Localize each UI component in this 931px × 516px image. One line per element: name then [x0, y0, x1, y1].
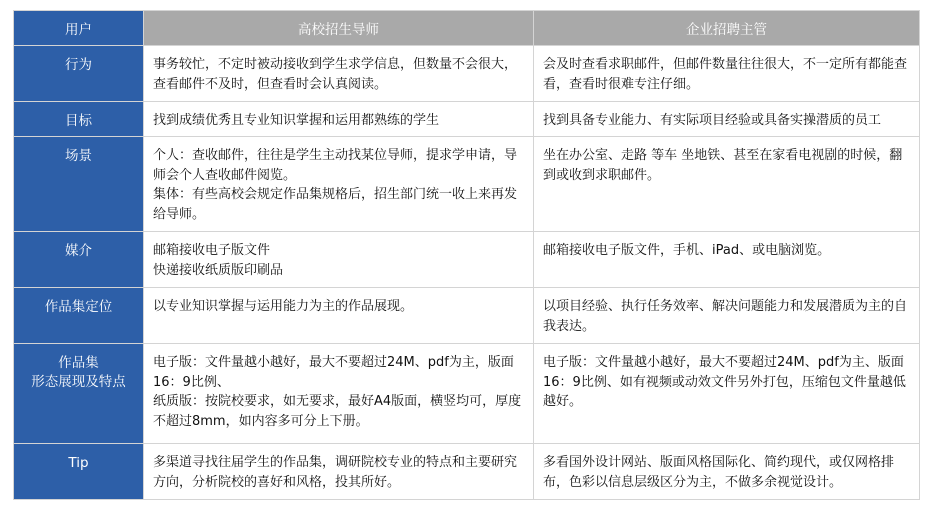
cell-text: 坐在办公室、走路 等车 坐地铁、甚至在家看电视剧的时候，翻到或收到求职邮件。: [543, 148, 903, 183]
row-label: [14, 444, 144, 500]
cell-text: 电子版：文件量越小越好，最大不要超过24M、pdf为主，版面16：9比例、: [153, 355, 514, 390]
cell-text: 会及时查看求职邮件，但邮件数量往往很大，不一定所有都能查看，查看时很难专注仔细。: [543, 57, 908, 92]
table-row-medium: [14, 232, 920, 288]
row-label-text: 目标: [65, 113, 92, 129]
mentor-cell: [144, 232, 534, 288]
mentor-cell: [144, 344, 534, 444]
row-label: [14, 344, 144, 444]
mentor-cell: [144, 46, 534, 102]
cell-text: 以项目经验、执行任务效率、解决问题能力和发展潜质为主的自我表达。: [543, 299, 908, 334]
manager-cell: [534, 288, 920, 344]
table-row-format: [14, 344, 920, 444]
cell-text: 多看国外设计网站、版面风格国际化、简约现代，或仅网格排布，色彩以信息层级区分为主，不做多余视觉设计。: [543, 455, 895, 490]
header-mentor: 高校招生导师: [144, 11, 534, 46]
manager-cell: [534, 344, 920, 444]
header-row: [14, 11, 920, 46]
manager-cell: [534, 444, 920, 500]
row-label-text: Tip: [68, 455, 89, 471]
manager-cell: [534, 137, 920, 232]
row-label: [14, 288, 144, 344]
manager-cell: [534, 232, 920, 288]
row-label: [14, 137, 144, 232]
table-row-behavior: [14, 46, 920, 102]
row-label-text: 作品集定位: [44, 299, 113, 315]
cell-text: 邮箱接收电子版文件: [153, 243, 271, 258]
table-row-goal: [14, 102, 920, 137]
cell-text: 多渠道寻找往届学生的作品集，调研院校专业的特点和主要研究方向，分析院校的喜好和风格，投其所好。: [153, 455, 518, 490]
table-row-scenario: [14, 137, 920, 232]
row-label-text: 媒介: [65, 243, 92, 259]
cell-text: 个人：查收邮件，往往是学生主动找某位导师，提求学申请，导师会个人查收邮件阅览。: [153, 148, 518, 183]
manager-cell: [534, 46, 920, 102]
table-row-tip: [14, 444, 920, 500]
mentor-cell: [144, 444, 534, 500]
row-label: [14, 46, 144, 102]
cell-text: 邮箱接收电子版文件，手机、iPad、或电脑浏览。: [543, 243, 831, 258]
cell-text: 纸质版：按院校要求，如无要求，最好A4版面，横竖均可，厚度不超过8mm，如内容多可分上下册。: [153, 394, 522, 429]
cell-text: 电子版：文件量越小越好，最大不要超过24M、pdf为主、版面16：9比例、如有视频或动效文件另外打包，压缩包文件量越低越好。: [543, 355, 906, 409]
cell-text: 事务较忙，不定时被动接收到学生求学信息，但数量不会很大，查看邮件不及时，但查看时会认真阅读。: [153, 57, 518, 92]
cell-text: 集体：有些高校会规定作品集规格后，招生部门统一收上来再发给导师。: [153, 187, 518, 222]
row-label: [14, 232, 144, 288]
table-row-positioning: [14, 288, 920, 344]
cell-text: 找到成绩优秀且专业知识掌握和运用都熟练的学生: [153, 113, 440, 128]
cell-text: 找到具备专业能力、有实际项目经验或具备实操潜质的员工: [543, 113, 882, 128]
row-label: [14, 102, 144, 137]
manager-cell: [534, 102, 920, 137]
header-user: 用户: [14, 11, 144, 46]
mentor-cell: [144, 102, 534, 137]
row-label-text: 场景: [65, 148, 92, 164]
row-label-text: 作品集: [58, 355, 99, 371]
mentor-cell: [144, 137, 534, 232]
header-manager: 企业招聘主管: [534, 11, 920, 46]
comparison-table: [13, 10, 920, 500]
row-label-text: 行为: [65, 57, 92, 73]
mentor-cell: [144, 288, 534, 344]
cell-text: 快递接收纸质版印刷品: [153, 262, 284, 278]
row-label-text: 形态展现及特点: [31, 374, 126, 390]
cell-text: 以专业知识掌握与运用能力为主的作品展现。: [153, 299, 414, 314]
